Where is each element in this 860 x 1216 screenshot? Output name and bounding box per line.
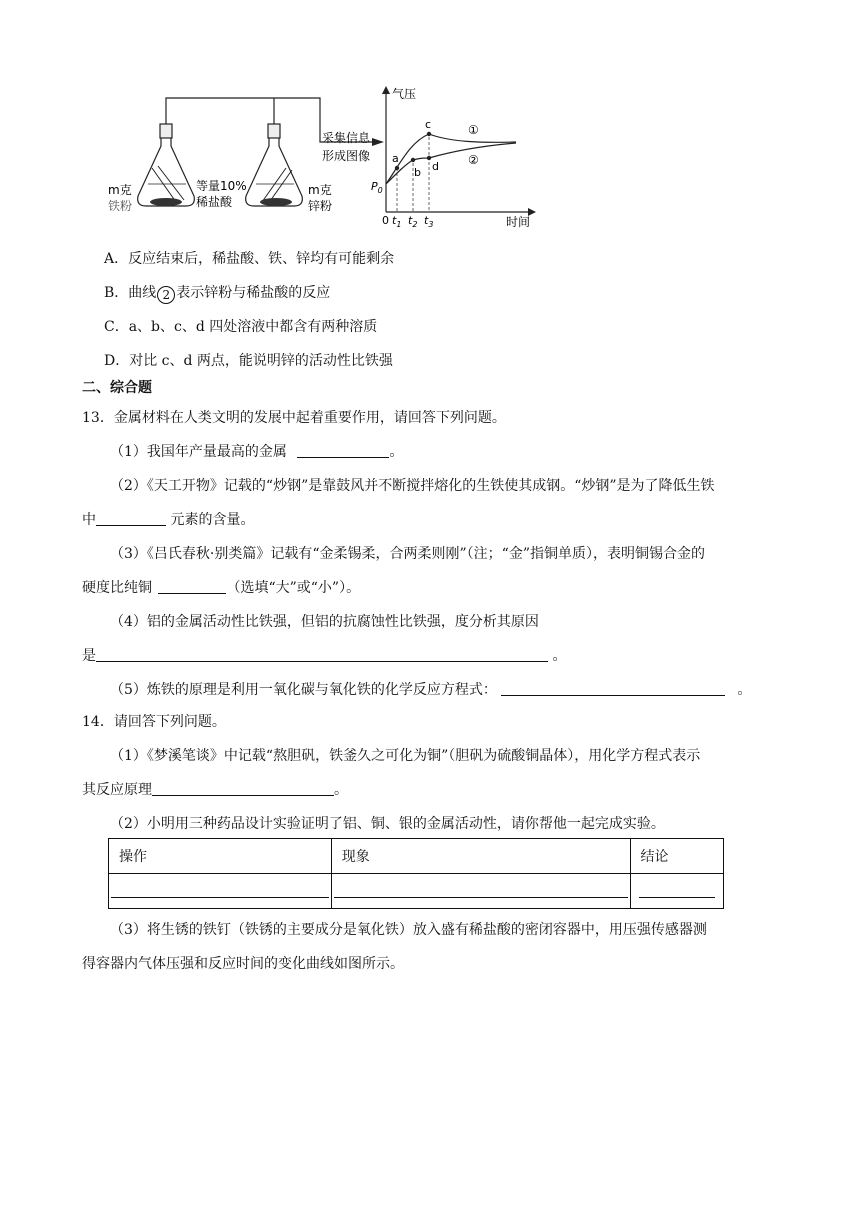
q13-blank-5[interactable] bbox=[501, 681, 725, 696]
q13-part2-prefix: 中 bbox=[82, 512, 96, 528]
q13-part4-line1: （4）铝的金属活动性比铁强，但铝的抗腐蚀性比铁强，度分析其原因 bbox=[110, 614, 539, 630]
q13-part5-suffix: 。 bbox=[737, 682, 752, 698]
label-acid: 稀盐酸 bbox=[196, 195, 233, 209]
q14-part1-prefix: 其反应原理 bbox=[82, 782, 152, 798]
p0-label: $P_0$ bbox=[371, 180, 383, 195]
t2-label: $t_2$ bbox=[408, 214, 418, 229]
curve-2-label: ② bbox=[468, 153, 479, 167]
q13-part5 bbox=[110, 679, 751, 699]
curve-2 bbox=[386, 143, 516, 184]
table-header-phenomenon: 现象 bbox=[331, 839, 630, 874]
iron-powder bbox=[150, 198, 182, 206]
experiment-table bbox=[108, 838, 724, 909]
option-b bbox=[104, 282, 330, 304]
q13-part5-text: （5）炼铁的原理是利用一氧化碳与氧化铁的化学反应方程式： bbox=[110, 682, 497, 698]
q13-part1-end: 。 bbox=[389, 444, 404, 460]
q13-blank-1[interactable] bbox=[297, 443, 389, 458]
t3-label: $t_3$ bbox=[424, 214, 434, 229]
q14-blank-1[interactable] bbox=[152, 781, 334, 796]
q14-part2: （2）小明用三种药品设计实验证明了铝、铜、银的金属活动性，请你帮他一起完成实验。 bbox=[110, 816, 665, 832]
table-cell-operation[interactable] bbox=[109, 874, 332, 909]
label-acid-amount: 等量10% bbox=[196, 179, 247, 193]
q13-blank-3[interactable] bbox=[158, 579, 226, 594]
label-zinc: 锌粉 bbox=[308, 199, 333, 213]
curve-1 bbox=[386, 134, 516, 184]
table-cell-conclusion[interactable] bbox=[630, 874, 723, 909]
curve-1-label: ① bbox=[468, 123, 479, 137]
point-d: d bbox=[432, 160, 439, 173]
q13-part3-prefix: 硬度比纯铜 bbox=[82, 580, 152, 596]
q13-part3-suffix: （选填“大”或“小”）。 bbox=[226, 580, 361, 596]
option-a: A．反应结束后，稀盐酸、铁、锌均有可能剩余 bbox=[104, 251, 395, 267]
table-header-conclusion: 结论 bbox=[630, 839, 723, 874]
t1-label: $t_1$ bbox=[392, 214, 402, 229]
q13-part4-prefix: 是 bbox=[82, 648, 96, 664]
q13-part4-suffix: 。 bbox=[552, 648, 567, 664]
point-b: b bbox=[414, 166, 421, 179]
x-axis-label: 时间 bbox=[506, 215, 531, 229]
q13-part2-line1: （2）《天工开物》记载的“炒钢”是靠鼓风并不断搅拌熔化的生铁使其成钢。“炒钢”是为了降低生铁 bbox=[110, 478, 715, 494]
q14-part1-line2 bbox=[82, 779, 348, 799]
option-b-circle: 2 bbox=[157, 286, 175, 304]
point-c: c bbox=[425, 118, 432, 131]
arrow-icon bbox=[372, 138, 384, 146]
experiment-figure bbox=[100, 84, 540, 234]
section-heading: 二、综合题 bbox=[82, 380, 152, 396]
label-iron-mass: m克 bbox=[108, 183, 132, 197]
flask-zinc bbox=[246, 124, 303, 206]
y-axis-label: 气压 bbox=[392, 87, 417, 101]
q13-part3-line2 bbox=[82, 577, 360, 597]
q13-part2-suffix: 元素的含量。 bbox=[170, 512, 255, 528]
table-row bbox=[109, 874, 724, 909]
q13-part2-line2 bbox=[82, 509, 254, 529]
table-header-operation: 操作 bbox=[109, 839, 332, 874]
q14-part1-suffix: 。 bbox=[334, 782, 348, 798]
label-zinc-mass: m克 bbox=[308, 183, 332, 197]
arrow-text-2: 形成图像 bbox=[322, 149, 371, 163]
label-iron: 铁粉 bbox=[108, 199, 133, 213]
q14-part3-line2: 得容器内气体压强和反应时间的变化曲线如图所示。 bbox=[82, 956, 404, 972]
table-header-row bbox=[109, 839, 724, 874]
q13-blank-2[interactable] bbox=[96, 511, 166, 526]
q13-part4-line2 bbox=[82, 645, 566, 665]
zinc-powder bbox=[260, 198, 292, 206]
q14-part1-line1: （1）《梦溪笔谈》中记载“熬胆矾，铁釜久之可化为铜”（胆矾为硫酸铜晶体），用化学方程式表示 bbox=[110, 748, 701, 764]
q14-part3-line1: （3）将生锈的铁钉（铁锈的主要成分是氧化铁）放入盛有稀盐酸的密闭容器中，用压强传感器测 bbox=[110, 922, 707, 938]
option-b-text: 表示锌粉与稀盐酸的反应 bbox=[176, 285, 331, 301]
option-d: D．对比 c、d 两点，能说明锌的活动性比铁强 bbox=[104, 353, 393, 369]
q13-blank-4[interactable] bbox=[96, 647, 548, 662]
option-c: C．a、b、c、d 四处溶液中都含有两种溶质 bbox=[104, 319, 378, 335]
arrow-text-1: 采集信息 bbox=[322, 131, 371, 145]
q13-part3-line1: （3）《吕氏春秋·别类篇》记载有“金柔锡柔，合两柔则刚”（注；“金”指铜单质），表明铜锡合金的 bbox=[110, 546, 705, 562]
q13-part1-text: （1）我国年产量最高的金属 bbox=[110, 444, 287, 460]
option-b-prefix: B．曲线 bbox=[104, 285, 157, 301]
q14-stem: 14．请回答下列问题。 bbox=[82, 714, 226, 730]
flask-iron bbox=[138, 124, 195, 206]
q13-stem: 13．金属材料在人类文明的发展中起着重要作用，请回答下列问题。 bbox=[82, 410, 506, 426]
origin-label: 0 bbox=[382, 214, 389, 227]
q13-part1 bbox=[110, 441, 403, 461]
dashed-guides bbox=[397, 132, 429, 212]
y-axis-arrow-icon bbox=[382, 86, 390, 94]
table-cell-phenomenon[interactable] bbox=[331, 874, 630, 909]
point-a: a bbox=[392, 152, 399, 165]
